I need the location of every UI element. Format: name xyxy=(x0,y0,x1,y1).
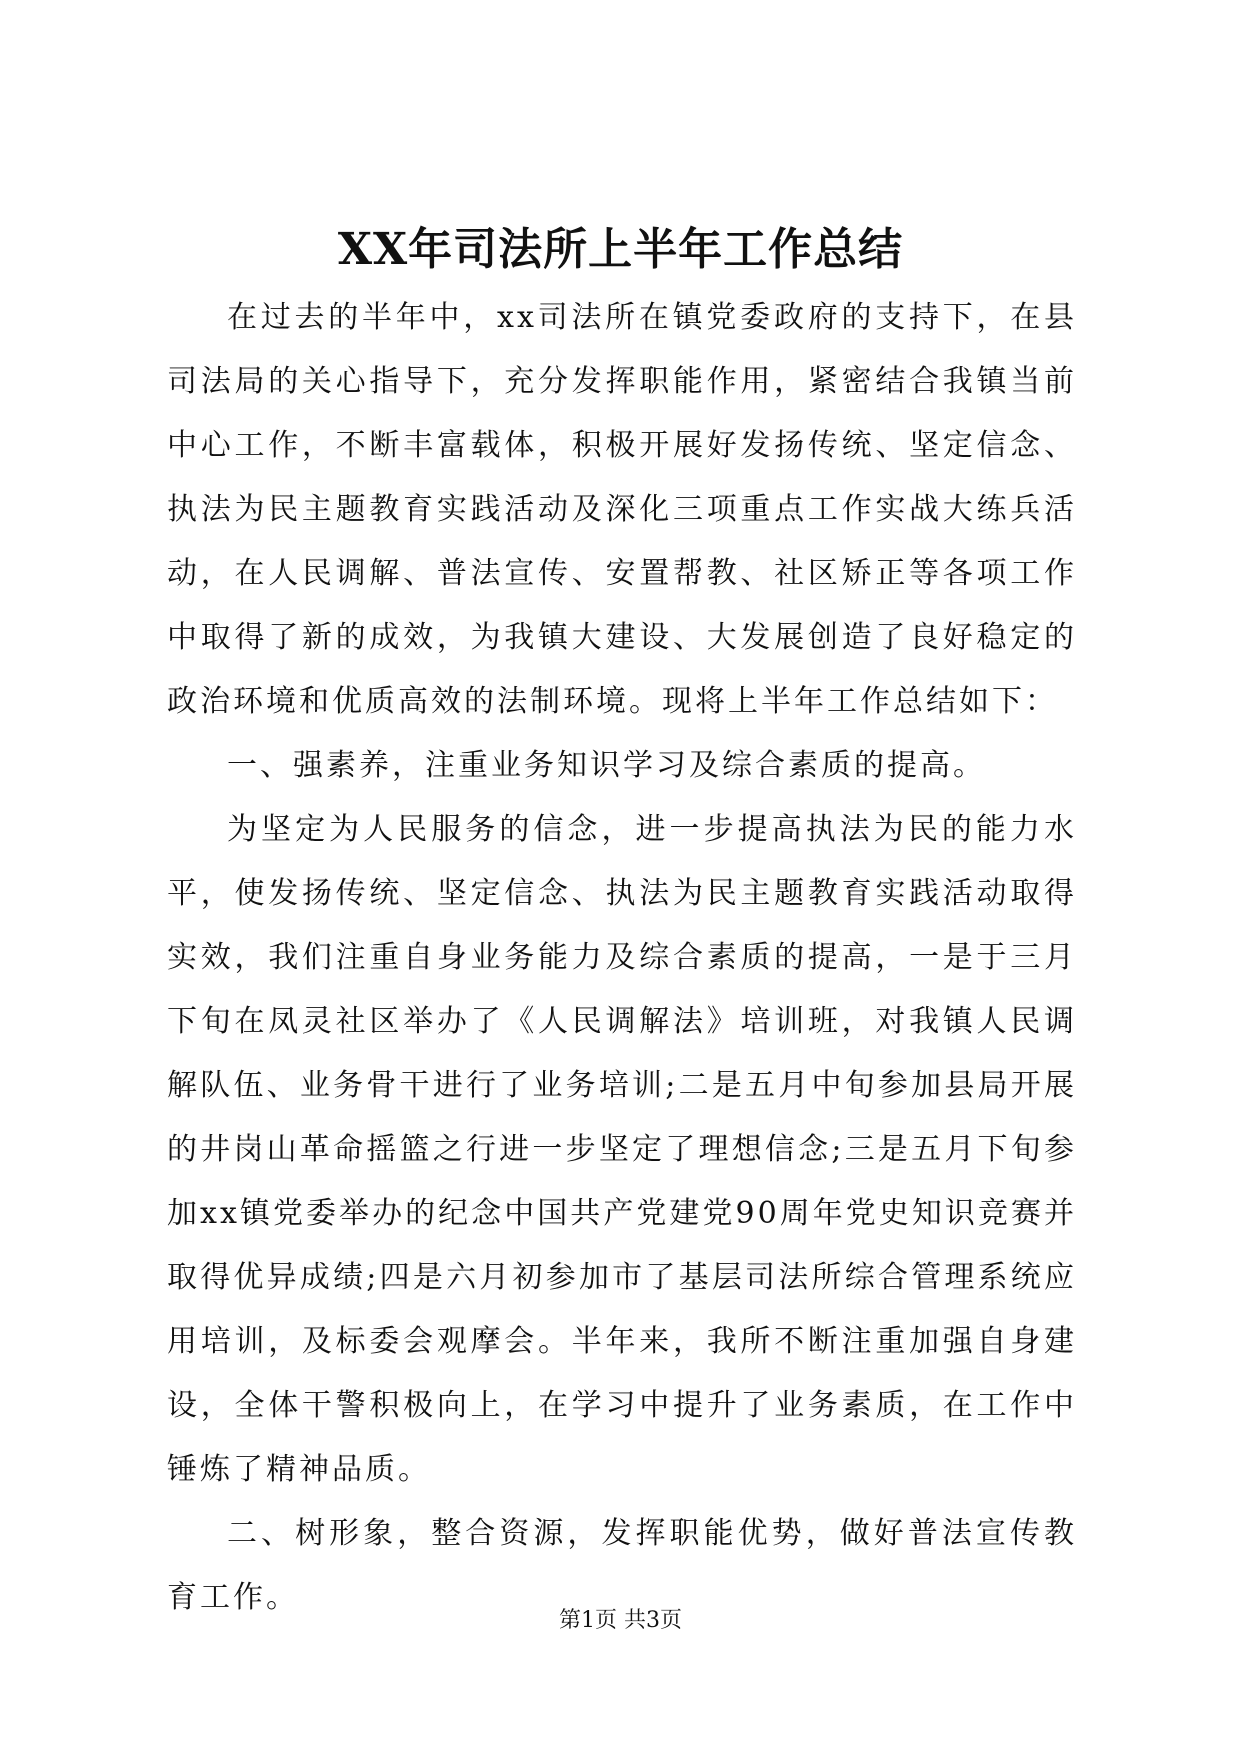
document-title: XX年司法所上半年工作总结 xyxy=(337,224,904,275)
section-heading-2: 二、树形象，整合资源，发挥职能优势，做好普法宣传教育工作。 xyxy=(167,1516,1077,1615)
page-number-footer: 第1页 共3页 xyxy=(559,1608,682,1633)
paragraph-intro: 在过去的半年中，xx司法所在镇党委政府的支持下，在县司法局的关心指导下，充分发挥职能作用，紧密结合我镇当前中心工作，不断丰富载体，积极开展好发扬传统、坚定信念、执法为民主题教育实践活动及深化三项重点工作实战大练兵活动，在人民调解、普法宣传、安置帮教、社区矫正等各项工作中取得了新的成效，为我镇大建设、大发展创造了良好稳定的政治环境和优质高效的法制环境。现将上半年工作总结如下： xyxy=(167,300,1077,719)
section-heading-1: 一、强素养，注重业务知识学习及综合素质的提高。 xyxy=(227,748,986,783)
paragraph-section-1: 为坚定为人民服务的信念，进一步提高执法为民的能力水平，使发扬传统、坚定信念、执法为民主题教育实践活动取得实效，我们注重自身业务能力及综合素质的提高，一是于三月下旬在凤灵社区举办了《人民调解法》培训班，对我镇人民调解队伍、业务骨干进行了业务培训;二是五月中旬参加县局开展的井岗山革命摇篮之行进一步坚定了理想信念;三是五月下旬参加xx镇党委举办的纪念中国共产党建党90周年党史知识竞赛并取得优异成绩;四是六月初参加市了基层司法所综合管理系统应用培训，及标委会观摩会。半年来，我所不断注重加强自身建设，全体干警积极向上，在学习中提升了业务素质，在工作中锤炼了精神品质。 xyxy=(167,812,1077,1487)
document-body xyxy=(167,286,1077,1630)
